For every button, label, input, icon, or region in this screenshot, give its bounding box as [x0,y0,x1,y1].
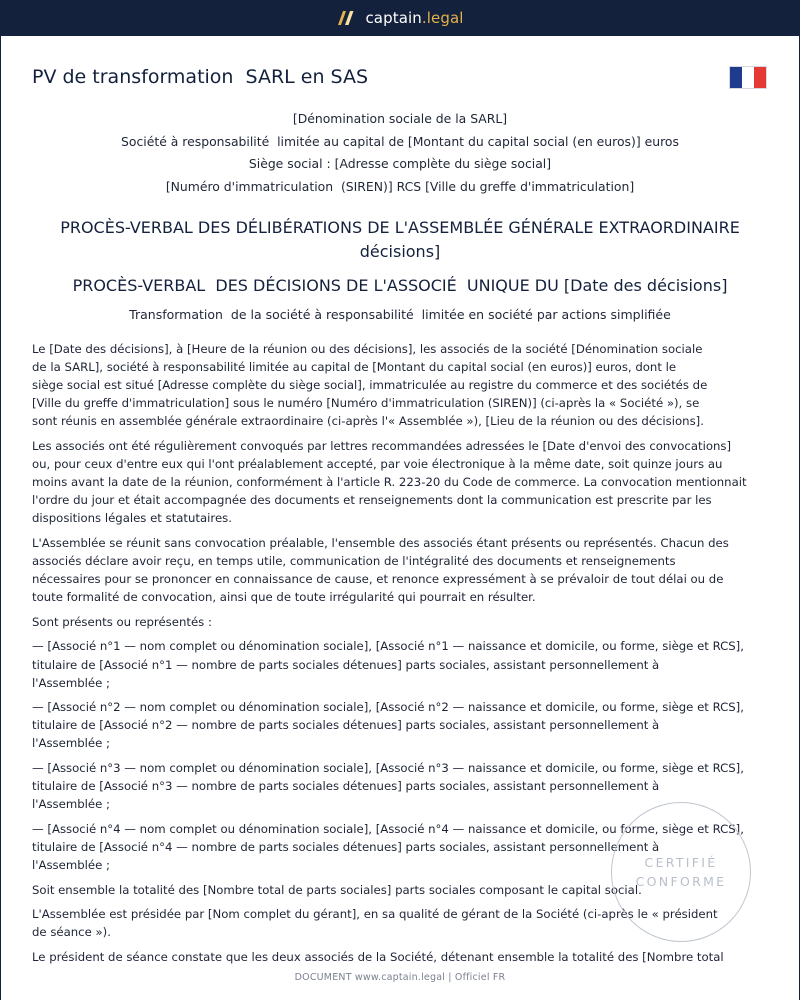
paragraph-chairman-notes: Le président de séance constate que les deux associés de la Société, détenant ensemble la totalité des [Nombre total [32,949,724,964]
paragraph-present-intro: Sont présents ou représentés : [32,614,212,629]
paragraph-convocation: Les associés ont été régulièrement convoqués par lettres recommandées adressées le [Date d'envoi des convocations] ou, pour ceux d'entre eux qui l'ont préalablement accepté, par voie électronique à la même date, soit quinze jours au moins avant la date de la réunion, conformément à l'article R. 223-20 du Code de commerce. La convocation mentionnait l'ordre du jour et était accompagnée des documents et renseignements dont la communication est prescrite par les dispositions légales et statutaires. [32,438,747,526]
paragraph-meeting-details: Le [Date des décisions], à [Heure de la réunion ou des décisions], les associés de la société [Dénomination sociale de la SARL], société à responsabilité limitée au capital de [Montant du capital social (en euros)] euros, dont le siège social est situé [Adresse complète du siège social], immatriculée au registre du commerce et des sociétés de [Ville du greffe d'immatriculation] sous le numéro [Numéro d'immatriculation (SIREN)] (ci-après la « Société »), se sont réunis en assemblée générale extraordinaire (ci-après l'« Assemblée »), [Lieu de la réunion ou des décisions]. [32,342,708,429]
heading-assembly-minutes: PROCÈS-VERBAL DES DÉLIBÉRATIONS DE L'ASSEMBLÉE GÉNÉRALE EXTRAORDINAIRE décisions] [60,218,740,261]
document-body [32,340,768,972]
stamp-line-2: CONFORME [635,874,727,889]
brand-name-text: captain [365,9,422,27]
document-subtitle: Transformation de la société à responsabilité limitée en société par actions simplifiée [129,307,671,322]
paragraph-associate-4: — [Associé n°4 — nom complet ou dénomination sociale], [Associé n°4 — naissance et domicile, ou forme, siège et RCS], titulaire de [Associé n°4 — nombre de parts sociales détenues] parts sociales, assistant personnellement à l'Assemblée ; [32,821,744,872]
company-capital: Société à responsabilité limitée au capital de [Montant du capital social (en euros)] euros [121,133,679,149]
top-bar [0,0,800,36]
brand-tld: .legal [421,9,464,27]
paragraph-associate-2: — [Associé n°2 — nom complet ou dénomination sociale], [Associé n°2 — naissance et domicile, ou forme, siège et RCS], titulaire de [Associé n°2 — nombre de parts sociales détenues] parts sociales, assistant personnellement à l'Assemblée ; [32,700,744,751]
document-title: PV de transformation SARL en SAS [32,66,369,88]
stamp-line-1: CERTIFIÉ [644,855,718,870]
company-header [28,108,772,198]
document-footer: DOCUMENT www.captain.legal | Officiel FR [294,972,506,983]
paragraph-associate-1: — [Associé n°1 — nom complet ou dénomination sociale], [Associé n°1 — naissance et domicile, ou forme, siège et RCS], titulaire de [Associé n°1 — nombre de parts sociales détenues] parts sociales, assistant personnellement à l'Assemblée ; [32,639,744,690]
company-name: [Dénomination sociale de la SARL] [292,111,508,126]
registration-number: [Numéro d'immatriculation (SIREN)] RCS [Ville du greffe d'immatriculation] [165,178,635,194]
paragraph-associate-3: — [Associé n°3 — nom complet ou dénomination sociale], [Associé n°3 — naissance et domicile, ou forme, siège et RCS], titulaire de [Associé n°3 — nombre de parts sociales détenues] parts sociales, assistant personnellement à l'Assemblée ; [32,760,744,812]
registered-office: Siège social : [Adresse complète du siège social] [248,156,552,171]
france-flag-icon [729,66,767,89]
paragraph-total-shares: Soit ensemble la totalité des [Nombre total de parts sociales] parts sociales composant le capital social. [32,882,642,897]
paragraph-no-convocation: L'Assemblée se réunit sans convocation préalable, l'ensemble des associés étant présents ou représentés. Chacun des associés déclare avoir reçu, en temps utile, communication de l'intégralité des documents et renseignements nécessaires pour se prononcer en connaissance de cause, et renonce expressément à se prévaloir de tout délai ou de toute formalité de convocation, ainsi que de toute irrégularité qui pourrait en résulter. [32,535,729,605]
captain-legal-logo-icon[interactable] [336,10,356,26]
heading-sole-associate-minutes: PROCÈS-VERBAL DES DÉCISIONS DE L'ASSOCIÉ UNIQUE DU [Date des décisions] [72,276,728,295]
brand-name[interactable] [365,9,463,27]
paragraph-chairman: L'Assemblée est présidée par [Nom complet du gérant], en sa qualité de gérant de la Société (ci-après le « président de séance »). [32,907,718,940]
